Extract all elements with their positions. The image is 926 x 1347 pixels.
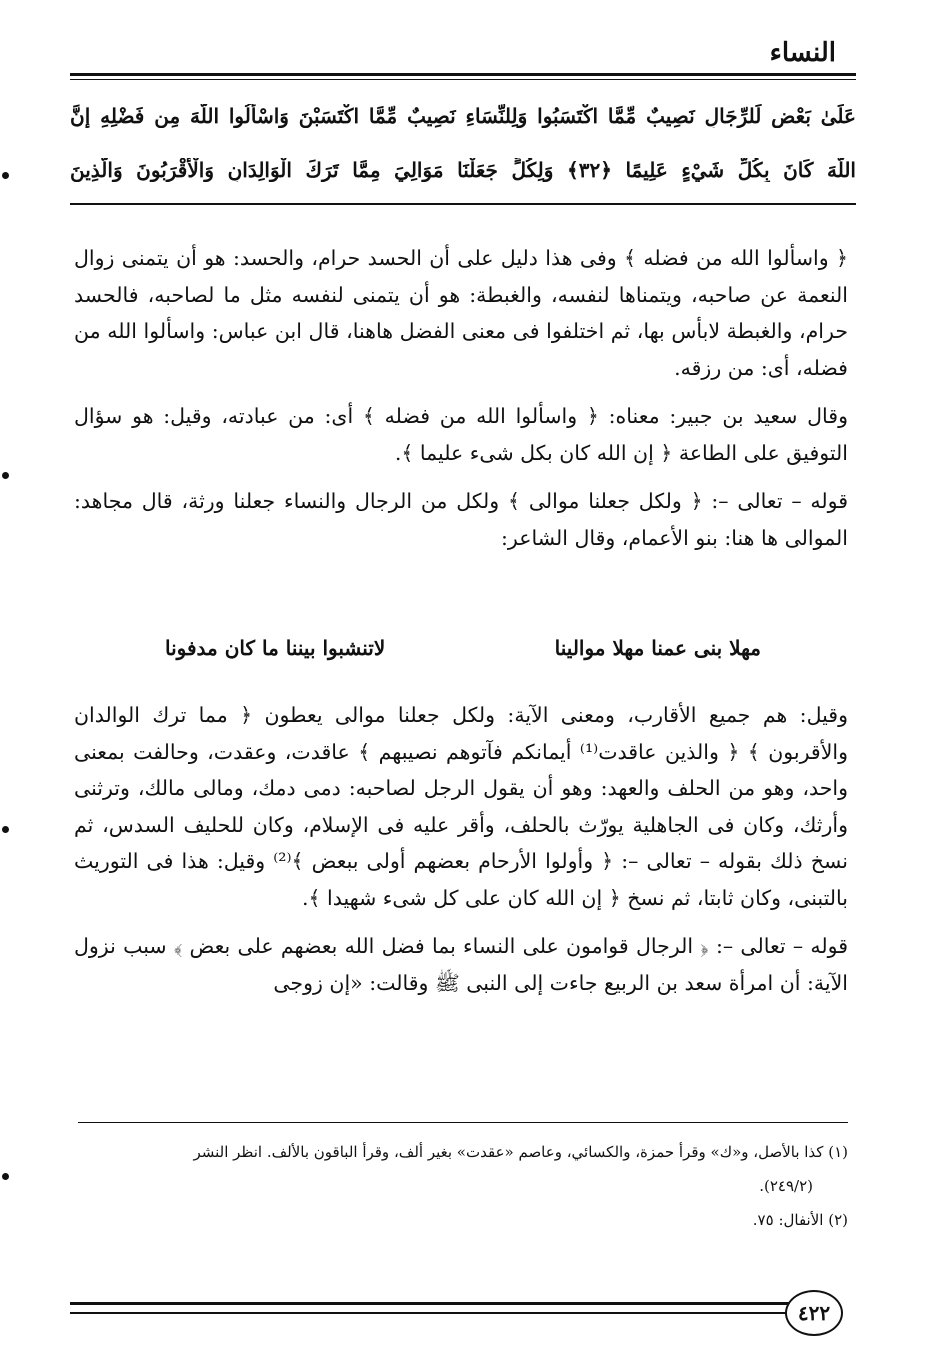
footnote-2: (٢) الأنفال: ٧٥.	[752, 1211, 848, 1229]
footer-rule-bottom	[70, 1312, 839, 1314]
footnote-separator	[78, 1122, 848, 1123]
binding-mark	[2, 826, 9, 833]
tafsir-paragraph-1: ﴿ واسألوا الله من فضله ﴾ وفى هذا دليل على أن الحسد حرام، والحسد: هو أن يتمنى زوال النعمة عن صاحبه، ويتمناها لنفسه، والغبطة: هو أن يتمنى لنفسه مثل ما لصاحبه، فالحسد حرام، والغبطة لابأس بها، ثم اختلفوا فى معنى الفضل هاهنا، قال ابن عباس: واسألوا الله من فضله، أى: من رزقه.	[74, 246, 848, 380]
tafsir-paragraph-2: وقال سعيد بن جبير: معناه: ﴿ واسألوا الله من فضله ﴾ أى: من عبادته، وقيل: هو سؤال التوفيق على الطاعة ﴿ إن الله كان بكل شىء عليما ﴾.	[74, 404, 848, 465]
poem-verse	[165, 636, 761, 660]
footnote-1-continued: (٢٤٩/٢).	[759, 1177, 813, 1195]
verse-divider-rule	[70, 203, 856, 205]
page-number: ٤٢٢	[785, 1290, 843, 1336]
tafsir-paragraph-4: وقيل: هم جميع الأقارب، ومعنى الآية: ولكل جعلنا موالى يعطون ﴿ مما ترك الوالدان والأقربون ﴾ ﴿ والذين عاقدت⁽¹⁾ أيمانكم فآتوهم نصيبهم ﴾ عاقدت، وعقدت، وحالفت بمعنى واحد، وهو من الحلف والعهد: وهو أن يقول الرجل لصاحبه: دمى دمك، ومالى مالك، وترثنى وأرثك، وكان فى الجاهلية يورّث بالحلف، وأقر عليه فى الإسلام، وكان للحليف السدس، ثم نسخ ذلك بقوله – تعالى –: ﴿ وأولوا الأرحام بعضهم أولى ببعض ﴾⁽²⁾ وقيل: هذا فى التوريث بالتبنى، وكان ثابتا، ثم نسخ ﴿ إن الله كان على كل شىء شهيدا ﴾.	[74, 703, 848, 910]
footnotes	[60, 1135, 848, 1237]
quran-verse-line-2: اللَّهَ كَانَ بِكُلِّ شَيْءٍ عَلِيمًا ﴿٣٢﴾ وَلِكُلٍّ جَعَلْنَا مَوَالِيَ مِمَّا تَرَكَ الْوَالِدَانِ وَالْأَقْرَبُونَ وَالَّذِينَ	[70, 158, 856, 182]
footer-rule-top	[70, 1302, 839, 1305]
page-header-title: النساء	[769, 38, 836, 68]
header-rule-thick	[70, 73, 856, 76]
binding-mark	[2, 1173, 9, 1180]
binding-mark	[2, 472, 9, 479]
header-rule-thin	[70, 79, 856, 80]
footnote-1: (١) كذا بالأصل، و«ك» وقرأ حمزة، والكسائي، وعاصم «عقدت» بغير ألف، وقرأ الباقون بالألف. انظر النشر	[193, 1143, 848, 1161]
poem-hemistich-left: لاتنشبوا بيننا ما كان مدفونا	[165, 636, 386, 660]
tafsir-paragraph-5: قوله – تعالى –: ﴿ الرجال قوامون على النساء بما فضل الله بعضهم على بعض ﴾ سبب نزول الآية: أن امرأة سعد بن الربيع جاءت إلى النبى ﷺ وقالت: «إن زوجى	[74, 934, 848, 995]
tafsir-block-2	[74, 697, 848, 1013]
tafsir-block-1	[74, 240, 848, 568]
tafsir-paragraph-3: قوله – تعالى –: ﴿ ولكل جعلنا موالى ﴾ ولكل من الرجال والنساء جعلنا ورثة، قال مجاهد: الموالى ها هنا: بنو الأعمام، وقال الشاعر:	[74, 489, 848, 550]
binding-mark	[2, 172, 9, 179]
poem-hemistich-right: مهلا بنى عمنا مهلا موالينا	[554, 636, 761, 660]
quran-verse-line-1: عَلَىٰ بَعْضٍ لِّلرِّجَالِ نَصِيبٌ مِّمَّا اكْتَسَبُوا وَلِلنِّسَاءِ نَصِيبٌ مِّمَّا اكْتَسَبْنَ وَاسْأَلُوا اللَّهَ مِن فَضْلِهِ إِنَّ	[70, 104, 856, 128]
